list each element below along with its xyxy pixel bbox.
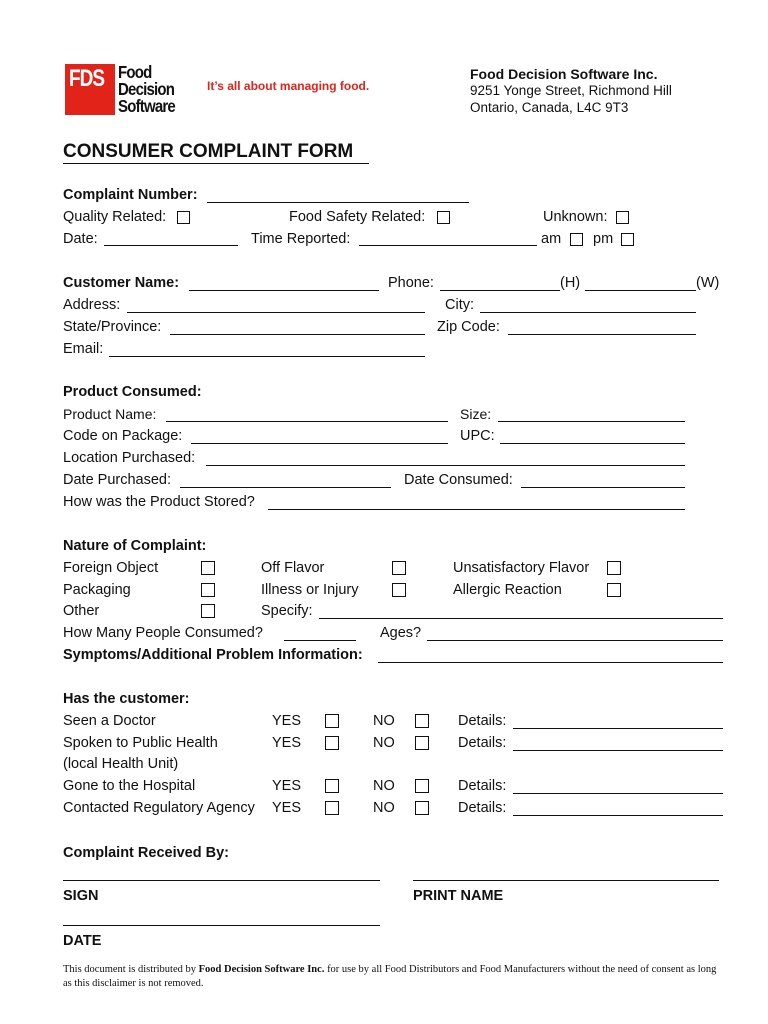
hospital-details-label: Details: [458, 778, 507, 794]
food-safety-related-checkbox[interactable] [437, 211, 450, 224]
quality-related-checkbox[interactable] [177, 211, 190, 224]
date-purchased-label: Date Purchased: [63, 472, 172, 488]
hospital-yes-label: YES [272, 778, 302, 794]
logo-word-food: Food [118, 62, 152, 83]
packaging-checkbox[interactable] [201, 583, 215, 597]
size-field[interactable] [498, 421, 685, 422]
city-field[interactable] [480, 312, 696, 313]
nature-heading: Nature of Complaint: [63, 538, 207, 554]
state-field[interactable] [170, 334, 425, 335]
foreign-object-label: Foreign Object [63, 560, 159, 576]
am-label: am [541, 231, 562, 247]
doctor-yes-checkbox[interactable] [325, 714, 339, 728]
public-health-label: Spoken to Public Health [63, 735, 218, 751]
specify-label: Specify: [261, 603, 313, 619]
how-many-label: How Many People Consumed? [63, 625, 263, 641]
customer-name-field[interactable] [189, 290, 379, 291]
public-health-yes-checkbox[interactable] [325, 736, 339, 750]
symptoms-field[interactable] [378, 662, 723, 663]
size-label: Size: [460, 406, 492, 422]
pm-label: pm [593, 231, 614, 247]
regulatory-no-checkbox[interactable] [415, 801, 429, 815]
complaint-number-field[interactable] [207, 202, 469, 203]
date-consumed-field[interactable] [521, 487, 685, 488]
email-label: Email: [63, 341, 104, 357]
phone-label: Phone: [388, 275, 434, 291]
illness-checkbox[interactable] [392, 583, 406, 597]
public-health-details-field[interactable] [513, 750, 723, 751]
doctor-no-checkbox[interactable] [415, 714, 429, 728]
public-health-no-label: NO [373, 735, 395, 751]
packaging-label: Packaging [63, 582, 131, 598]
allergic-label: Allergic Reaction [453, 582, 562, 598]
specify-field[interactable] [319, 618, 723, 619]
unknown-checkbox[interactable] [616, 211, 629, 224]
regulatory-label: Contacted Regulatory Agency [63, 800, 255, 816]
regulatory-yes-label: YES [272, 800, 302, 816]
hospital-no-label: NO [373, 778, 395, 794]
allergic-checkbox[interactable] [607, 583, 621, 597]
stored-field[interactable] [268, 509, 685, 510]
upc-label: UPC: [460, 428, 495, 444]
company-address-2: Ontario, Canada, L4C 9T3 [470, 100, 629, 115]
public-health-no-checkbox[interactable] [415, 736, 429, 750]
phone-home-field[interactable] [440, 290, 560, 291]
phone-work-field[interactable] [585, 290, 696, 291]
hospital-no-checkbox[interactable] [415, 779, 429, 793]
address-label: Address: [63, 297, 121, 313]
email-field[interactable] [109, 356, 425, 357]
product-name-label: Product Name: [63, 406, 157, 422]
title-underline [63, 163, 369, 164]
regulatory-yes-checkbox[interactable] [325, 801, 339, 815]
public-health-sub-label: (local Health Unit) [63, 756, 179, 772]
unsatisfactory-flavor-checkbox[interactable] [607, 561, 621, 575]
doctor-details-field[interactable] [513, 728, 723, 729]
other-checkbox[interactable] [201, 604, 215, 618]
date-label: Date: [63, 231, 98, 247]
code-field[interactable] [191, 443, 448, 444]
regulatory-details-label: Details: [458, 800, 507, 816]
hospital-label: Gone to the Hospital [63, 778, 196, 794]
tagline: It’s all about managing food. [207, 79, 370, 93]
location-field[interactable] [206, 465, 685, 466]
logo-word-decision: Decision [118, 79, 175, 100]
zip-field[interactable] [508, 334, 696, 335]
food-safety-related-label: Food Safety Related: [289, 209, 426, 225]
upc-field[interactable] [500, 443, 685, 444]
phone-home-label: (H) [560, 275, 581, 291]
public-health-yes-label: YES [272, 735, 302, 751]
location-label: Location Purchased: [63, 450, 196, 466]
sign-field[interactable] [63, 880, 380, 881]
phone-work-label: (W) [696, 275, 720, 291]
other-label: Other [63, 603, 100, 619]
how-many-field[interactable] [284, 640, 356, 641]
page-title-text: CONSUMER COMPLAINT FORM [63, 141, 354, 162]
product-name-field[interactable] [166, 421, 448, 422]
footer-company: Food Decision Software Inc. [198, 964, 325, 975]
print-name-label: PRINT NAME [413, 888, 504, 904]
quality-related-label: Quality Related: [63, 209, 167, 225]
public-health-details-label: Details: [458, 735, 507, 751]
footer-disclaimer [63, 963, 723, 991]
received-heading: Complaint Received By: [63, 845, 229, 861]
complaint-number-label: Complaint Number: [63, 187, 198, 203]
received-date-label: DATE [63, 933, 102, 949]
date-field[interactable] [104, 245, 238, 246]
address-field[interactable] [127, 312, 425, 313]
logo-word-software: Software [118, 96, 175, 117]
regulatory-no-label: NO [373, 800, 395, 816]
hospital-details-field[interactable] [513, 793, 723, 794]
off-flavor-label: Off Flavor [261, 560, 325, 576]
logo-mark: FDS [69, 66, 104, 93]
time-reported-field[interactable] [359, 245, 537, 246]
product-heading: Product Consumed: [63, 384, 202, 400]
city-label: City: [445, 297, 474, 313]
sign-label: SIGN [63, 888, 99, 904]
footer-suffix: for use by all Food Distributors and Food Manufacturers without the need of consent as long as this disclaimer is not removed. [63, 964, 717, 989]
regulatory-details-field[interactable] [513, 815, 723, 816]
customer-actions-heading: Has the customer: [63, 691, 190, 707]
page-title [63, 141, 353, 163]
foreign-object-checkbox[interactable] [201, 561, 215, 575]
pm-checkbox[interactable] [621, 233, 634, 246]
hospital-yes-checkbox[interactable] [325, 779, 339, 793]
ages-field[interactable] [427, 640, 723, 641]
stored-label: How was the Product Stored? [63, 494, 255, 510]
received-date-field[interactable] [63, 925, 380, 926]
doctor-label: Seen a Doctor [63, 713, 156, 729]
am-checkbox[interactable] [570, 233, 583, 246]
unknown-label: Unknown: [543, 209, 608, 225]
unsatisfactory-flavor-label: Unsatisfactory Flavor [453, 560, 590, 576]
company-address-1: 9251 Yonge Street, Richmond Hill [470, 83, 672, 98]
state-label: State/Province: [63, 319, 162, 335]
illness-label: Illness or Injury [261, 582, 359, 598]
date-purchased-field[interactable] [180, 487, 391, 488]
time-reported-label: Time Reported: [251, 231, 351, 247]
off-flavor-checkbox[interactable] [392, 561, 406, 575]
symptoms-label: Symptoms/Additional Problem Information: [63, 647, 363, 663]
print-name-field[interactable] [413, 880, 719, 881]
doctor-yes-label: YES [272, 713, 302, 729]
code-label: Code on Package: [63, 428, 183, 444]
doctor-details-label: Details: [458, 713, 507, 729]
doctor-no-label: NO [373, 713, 395, 729]
ages-label: Ages? [380, 625, 422, 641]
date-consumed-label: Date Consumed: [404, 472, 513, 488]
footer-prefix: This document is distributed by [63, 964, 196, 975]
company-name: Food Decision Software Inc. [470, 66, 658, 82]
customer-name-label: Customer Name: [63, 275, 180, 291]
zip-label: Zip Code: [437, 319, 500, 335]
